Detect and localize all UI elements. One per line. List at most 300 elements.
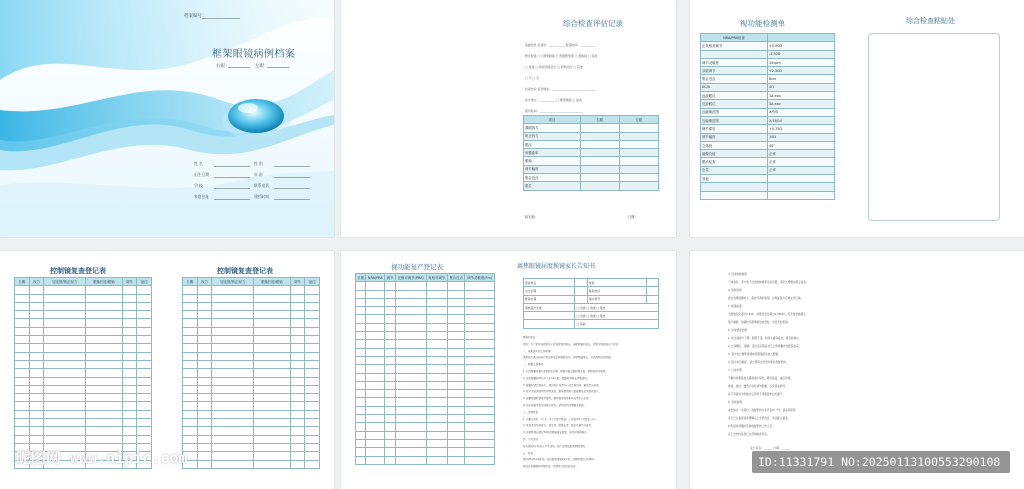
table-cell[interactable] (197, 352, 212, 360)
table-cell[interactable] (447, 373, 465, 381)
table-cell[interactable] (356, 415, 366, 423)
table-cell[interactable] (86, 369, 123, 377)
table-cell[interactable] (29, 394, 44, 402)
table-cell[interactable] (86, 344, 123, 352)
table-cell[interactable] (15, 419, 30, 427)
table-cell[interactable] (86, 410, 123, 418)
table-cell[interactable] (122, 427, 137, 435)
table-cell[interactable] (197, 336, 212, 344)
table-cell[interactable] (212, 419, 254, 427)
table-cell[interactable] (356, 348, 366, 356)
table-cell[interactable] (212, 435, 254, 443)
table-cell[interactable] (426, 323, 447, 331)
table-cell[interactable] (122, 435, 137, 443)
table-cell[interactable] (426, 415, 447, 423)
table-cell[interactable] (305, 319, 320, 327)
table-cell[interactable] (122, 286, 137, 294)
table-cell[interactable] (122, 402, 137, 410)
table-cell[interactable] (385, 315, 395, 323)
table-cell[interactable] (447, 439, 465, 447)
table-cell[interactable] (395, 448, 426, 456)
table-cell[interactable] (366, 398, 385, 406)
table-cell[interactable] (15, 377, 30, 385)
table-cell[interactable] (447, 456, 465, 464)
table-cell[interactable] (254, 435, 291, 443)
table-cell[interactable] (254, 311, 291, 319)
table-cell[interactable] (197, 410, 212, 418)
table-cell[interactable] (305, 327, 320, 335)
table-cell[interactable] (86, 319, 123, 327)
table-cell[interactable] (15, 360, 30, 368)
table-cell[interactable] (356, 323, 366, 331)
table-cell[interactable] (447, 290, 465, 298)
table-cell[interactable] (426, 356, 447, 364)
table-cell[interactable] (183, 435, 198, 443)
table-cell[interactable] (385, 381, 395, 389)
table-cell[interactable] (29, 311, 44, 319)
table-cell[interactable] (137, 402, 152, 410)
table-cell[interactable] (447, 348, 465, 356)
table-cell[interactable] (447, 332, 465, 340)
table-cell[interactable] (395, 282, 426, 290)
table-cell[interactable] (465, 323, 495, 331)
table-cell[interactable] (29, 385, 44, 393)
table-cell[interactable] (305, 344, 320, 352)
table-cell[interactable] (465, 307, 495, 315)
table-cell[interactable] (305, 460, 320, 468)
table-cell[interactable] (465, 456, 495, 464)
table-cell[interactable] (86, 294, 123, 302)
table-cell[interactable] (366, 340, 385, 348)
table-cell[interactable] (183, 286, 198, 294)
table-cell[interactable] (465, 282, 495, 290)
table-cell[interactable] (197, 294, 212, 302)
table-cell[interactable] (254, 402, 291, 410)
table-cell[interactable] (197, 302, 212, 310)
table-cell[interactable] (395, 415, 426, 423)
table-cell[interactable] (197, 369, 212, 377)
table-cell[interactable] (290, 327, 305, 335)
table-cell[interactable] (254, 427, 291, 435)
table-cell[interactable] (15, 410, 30, 418)
table-cell[interactable] (122, 311, 137, 319)
table-cell[interactable] (137, 427, 152, 435)
table-cell[interactable] (447, 390, 465, 398)
table-cell[interactable] (366, 307, 385, 315)
table-cell[interactable] (385, 415, 395, 423)
table-cell[interactable] (122, 327, 137, 335)
table-cell[interactable] (137, 410, 152, 418)
table-cell[interactable] (395, 323, 426, 331)
table-cell[interactable] (395, 373, 426, 381)
table-cell[interactable] (15, 394, 30, 402)
table-cell[interactable] (137, 352, 152, 360)
table-cell[interactable] (254, 410, 291, 418)
table-cell[interactable] (465, 340, 495, 348)
table-cell[interactable] (385, 307, 395, 315)
table-cell[interactable] (137, 419, 152, 427)
table-cell[interactable] (86, 435, 123, 443)
table-cell[interactable] (447, 431, 465, 439)
table-cell[interactable] (212, 286, 254, 294)
table-cell[interactable] (447, 340, 465, 348)
table-cell[interactable] (254, 360, 291, 368)
table-cell[interactable] (29, 377, 44, 385)
table-cell[interactable] (447, 365, 465, 373)
table-cell[interactable] (385, 456, 395, 464)
table-cell[interactable] (197, 319, 212, 327)
table-cell[interactable] (254, 286, 291, 294)
table-cell[interactable] (290, 369, 305, 377)
table-cell[interactable] (197, 360, 212, 368)
table-cell[interactable] (356, 398, 366, 406)
table-cell[interactable] (305, 360, 320, 368)
table-cell[interactable] (395, 381, 426, 389)
table-cell[interactable] (44, 435, 86, 443)
table-cell[interactable] (254, 394, 291, 402)
table-cell[interactable] (290, 352, 305, 360)
table-cell[interactable] (305, 452, 320, 460)
table-cell[interactable] (465, 415, 495, 423)
table-cell[interactable] (197, 402, 212, 410)
table-cell[interactable] (197, 460, 212, 468)
table-cell[interactable] (44, 402, 86, 410)
table-cell[interactable] (426, 439, 447, 447)
table-cell[interactable] (426, 398, 447, 406)
table-cell[interactable] (426, 365, 447, 373)
table-cell[interactable] (290, 402, 305, 410)
table-cell[interactable] (212, 452, 254, 460)
table-cell[interactable] (29, 352, 44, 360)
table-cell[interactable] (86, 427, 123, 435)
table-cell[interactable] (465, 373, 495, 381)
table-cell[interactable] (254, 352, 291, 360)
table-cell[interactable] (395, 431, 426, 439)
table-cell[interactable] (366, 365, 385, 373)
table-cell[interactable] (395, 390, 426, 398)
table-cell[interactable] (366, 298, 385, 306)
table-cell[interactable] (137, 336, 152, 344)
table-cell[interactable] (15, 286, 30, 294)
table-cell[interactable] (290, 460, 305, 468)
table-cell[interactable] (465, 390, 495, 398)
table-cell[interactable] (447, 298, 465, 306)
table-cell[interactable] (290, 394, 305, 402)
table-cell[interactable] (212, 410, 254, 418)
table-cell[interactable] (447, 423, 465, 431)
table-cell[interactable] (465, 332, 495, 340)
table-cell[interactable] (395, 332, 426, 340)
table-cell[interactable] (183, 402, 198, 410)
table-cell[interactable] (44, 419, 86, 427)
table-cell[interactable] (395, 423, 426, 431)
table-cell[interactable] (465, 365, 495, 373)
table-cell[interactable] (254, 327, 291, 335)
table-cell[interactable] (426, 315, 447, 323)
table-cell[interactable] (197, 435, 212, 443)
table-cell[interactable] (212, 319, 254, 327)
table-cell[interactable] (86, 360, 123, 368)
table-cell[interactable] (356, 373, 366, 381)
table-cell[interactable] (465, 298, 495, 306)
table-cell[interactable] (15, 327, 30, 335)
table-cell[interactable] (254, 443, 291, 451)
table-cell[interactable] (426, 390, 447, 398)
table-cell[interactable] (426, 348, 447, 356)
table-cell[interactable] (197, 344, 212, 352)
table-cell[interactable] (290, 311, 305, 319)
table-cell[interactable] (122, 319, 137, 327)
table-cell[interactable] (29, 427, 44, 435)
table-cell[interactable] (366, 348, 385, 356)
table-cell[interactable] (212, 402, 254, 410)
table-cell[interactable] (44, 311, 86, 319)
table-cell[interactable] (290, 286, 305, 294)
table-cell[interactable] (305, 443, 320, 451)
table-cell[interactable] (305, 385, 320, 393)
table-cell[interactable] (426, 298, 447, 306)
table-cell[interactable] (29, 369, 44, 377)
table-cell[interactable] (137, 311, 152, 319)
table-cell[interactable] (385, 290, 395, 298)
table-cell[interactable] (426, 456, 447, 464)
table-cell[interactable] (426, 448, 447, 456)
table-cell[interactable] (29, 294, 44, 302)
table-cell[interactable] (254, 385, 291, 393)
table-cell[interactable] (385, 340, 395, 348)
table-cell[interactable] (305, 369, 320, 377)
table-cell[interactable] (385, 332, 395, 340)
table-cell[interactable] (385, 348, 395, 356)
table-cell[interactable] (183, 427, 198, 435)
table-cell[interactable] (290, 443, 305, 451)
table-cell[interactable] (305, 377, 320, 385)
table-cell[interactable] (426, 340, 447, 348)
table-cell[interactable] (183, 385, 198, 393)
table-cell[interactable] (305, 311, 320, 319)
table-cell[interactable] (254, 294, 291, 302)
table-cell[interactable] (15, 385, 30, 393)
table-cell[interactable] (122, 302, 137, 310)
table-cell[interactable] (212, 360, 254, 368)
table-cell[interactable] (366, 332, 385, 340)
table-cell[interactable] (385, 365, 395, 373)
table-cell[interactable] (356, 423, 366, 431)
table-cell[interactable] (44, 352, 86, 360)
table-cell[interactable] (29, 410, 44, 418)
table-cell[interactable] (305, 352, 320, 360)
table-cell[interactable] (465, 423, 495, 431)
table-cell[interactable] (426, 381, 447, 389)
table-cell[interactable] (395, 315, 426, 323)
table-cell[interactable] (447, 398, 465, 406)
table-cell[interactable] (385, 298, 395, 306)
table-cell[interactable] (183, 311, 198, 319)
table-cell[interactable] (44, 327, 86, 335)
table-cell[interactable] (15, 336, 30, 344)
table-cell[interactable] (385, 431, 395, 439)
table-cell[interactable] (356, 356, 366, 364)
table-cell[interactable] (183, 344, 198, 352)
table-cell[interactable] (385, 406, 395, 414)
table-cell[interactable] (44, 369, 86, 377)
table-cell[interactable] (137, 385, 152, 393)
table-cell[interactable] (465, 398, 495, 406)
table-cell[interactable] (197, 419, 212, 427)
table-cell[interactable] (254, 419, 291, 427)
table-cell[interactable] (465, 448, 495, 456)
table-cell[interactable] (290, 377, 305, 385)
table-cell[interactable] (197, 327, 212, 335)
table-cell[interactable] (305, 402, 320, 410)
table-cell[interactable] (197, 443, 212, 451)
table-cell[interactable] (366, 315, 385, 323)
table-cell[interactable] (426, 431, 447, 439)
table-cell[interactable] (465, 439, 495, 447)
table-cell[interactable] (356, 439, 366, 447)
table-cell[interactable] (183, 369, 198, 377)
table-cell[interactable] (447, 448, 465, 456)
table-cell[interactable] (290, 344, 305, 352)
table-cell[interactable] (15, 352, 30, 360)
table-cell[interactable] (183, 394, 198, 402)
table-cell[interactable] (197, 452, 212, 460)
table-cell[interactable] (44, 344, 86, 352)
table-cell[interactable] (86, 419, 123, 427)
table-cell[interactable] (197, 394, 212, 402)
table-cell[interactable] (212, 336, 254, 344)
table-cell[interactable] (395, 398, 426, 406)
table-cell[interactable] (44, 294, 86, 302)
table-cell[interactable] (290, 302, 305, 310)
table-cell[interactable] (465, 356, 495, 364)
table-cell[interactable] (356, 282, 366, 290)
table-cell[interactable] (212, 460, 254, 468)
table-cell[interactable] (122, 385, 137, 393)
table-cell[interactable] (356, 431, 366, 439)
table-cell[interactable] (254, 336, 291, 344)
table-cell[interactable] (385, 282, 395, 290)
table-cell[interactable] (356, 390, 366, 398)
table-cell[interactable] (290, 336, 305, 344)
table-cell[interactable] (15, 319, 30, 327)
table-cell[interactable] (395, 456, 426, 464)
table-cell[interactable] (44, 360, 86, 368)
table-cell[interactable] (385, 373, 395, 381)
table-cell[interactable] (290, 385, 305, 393)
table-cell[interactable] (385, 356, 395, 364)
table-cell[interactable] (447, 406, 465, 414)
table-cell[interactable] (183, 319, 198, 327)
table-cell[interactable] (305, 419, 320, 427)
table-cell[interactable] (290, 435, 305, 443)
table-cell[interactable] (356, 448, 366, 456)
table-cell[interactable] (122, 369, 137, 377)
table-cell[interactable] (197, 427, 212, 435)
table-cell[interactable] (356, 298, 366, 306)
table-cell[interactable] (426, 332, 447, 340)
table-cell[interactable] (366, 356, 385, 364)
table-cell[interactable] (212, 377, 254, 385)
table-cell[interactable] (366, 415, 385, 423)
table-cell[interactable] (426, 373, 447, 381)
table-cell[interactable] (465, 290, 495, 298)
table-cell[interactable] (254, 377, 291, 385)
table-cell[interactable] (15, 427, 30, 435)
table-cell[interactable] (183, 336, 198, 344)
table-cell[interactable] (137, 286, 152, 294)
table-cell[interactable] (212, 327, 254, 335)
table-cell[interactable] (183, 410, 198, 418)
table-cell[interactable] (290, 427, 305, 435)
table-cell[interactable] (366, 282, 385, 290)
table-cell[interactable] (356, 315, 366, 323)
table-cell[interactable] (395, 290, 426, 298)
table-cell[interactable] (44, 302, 86, 310)
table-cell[interactable] (44, 427, 86, 435)
table-cell[interactable] (212, 302, 254, 310)
table-cell[interactable] (385, 390, 395, 398)
table-cell[interactable] (356, 456, 366, 464)
table-cell[interactable] (183, 419, 198, 427)
table-cell[interactable] (395, 307, 426, 315)
table-cell[interactable] (366, 431, 385, 439)
table-cell[interactable] (212, 369, 254, 377)
table-cell[interactable] (356, 365, 366, 373)
table-cell[interactable] (290, 410, 305, 418)
table-cell[interactable] (356, 307, 366, 315)
table-cell[interactable] (212, 385, 254, 393)
table-cell[interactable] (305, 336, 320, 344)
table-cell[interactable] (29, 402, 44, 410)
table-cell[interactable] (385, 448, 395, 456)
table-cell[interactable] (465, 381, 495, 389)
table-cell[interactable] (183, 294, 198, 302)
table-cell[interactable] (305, 286, 320, 294)
table-cell[interactable] (465, 348, 495, 356)
table-cell[interactable] (122, 360, 137, 368)
table-cell[interactable] (447, 315, 465, 323)
table-cell[interactable] (395, 298, 426, 306)
table-cell[interactable] (305, 427, 320, 435)
table-cell[interactable] (122, 377, 137, 385)
table-cell[interactable] (212, 344, 254, 352)
table-cell[interactable] (356, 290, 366, 298)
table-cell[interactable] (183, 360, 198, 368)
table-cell[interactable] (86, 336, 123, 344)
table-cell[interactable] (44, 410, 86, 418)
table-cell[interactable] (356, 332, 366, 340)
table-cell[interactable] (426, 423, 447, 431)
table-cell[interactable] (366, 406, 385, 414)
table-cell[interactable] (137, 394, 152, 402)
table-cell[interactable] (395, 340, 426, 348)
table-cell[interactable] (447, 323, 465, 331)
table-cell[interactable] (447, 307, 465, 315)
table-cell[interactable] (44, 385, 86, 393)
table-cell[interactable] (395, 356, 426, 364)
table-cell[interactable] (447, 381, 465, 389)
table-cell[interactable] (137, 360, 152, 368)
table-cell[interactable] (465, 315, 495, 323)
table-cell[interactable] (212, 294, 254, 302)
table-cell[interactable] (465, 431, 495, 439)
table-cell[interactable] (366, 290, 385, 298)
table-cell[interactable] (137, 327, 152, 335)
table-cell[interactable] (44, 286, 86, 294)
table-cell[interactable] (395, 348, 426, 356)
table-cell[interactable] (29, 319, 44, 327)
